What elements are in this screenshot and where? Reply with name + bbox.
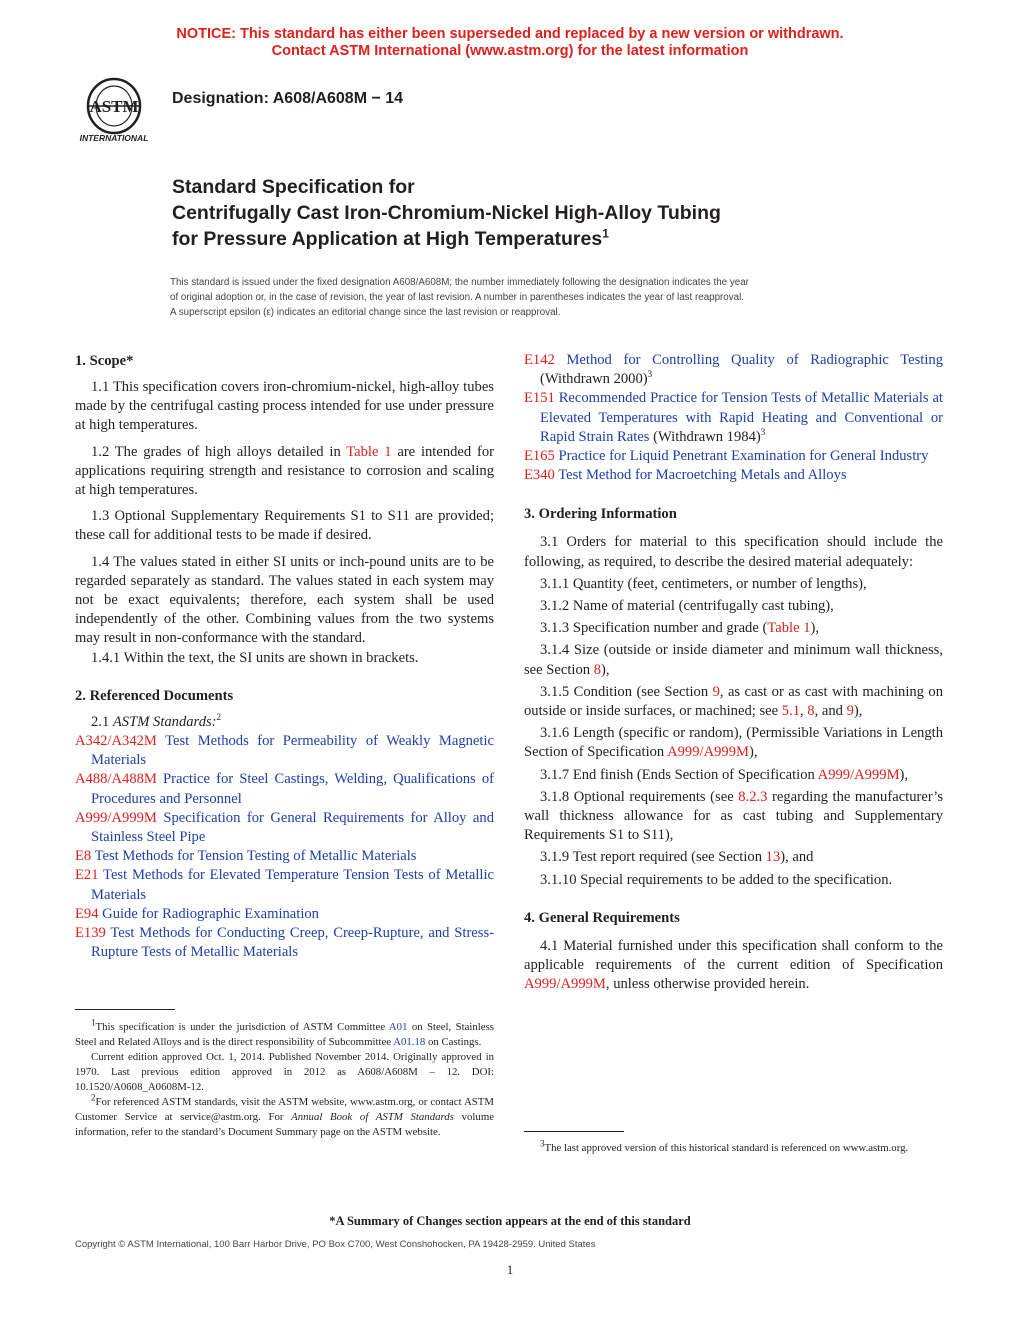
reference-item bbox=[75, 770, 494, 808]
para-3-1-5: 3.1.5 Condition (see Section 9, as cast or as cast with machining on outside or inside surfaces, or machined; see 5.1, 8, and 9), bbox=[524, 683, 943, 720]
title-line-2: Centrifugally Cast Iron-Chromium-Nickel High-Alloy Tubing bbox=[172, 202, 721, 224]
reference-code-link[interactable]: E340 bbox=[524, 467, 555, 484]
reference-title-link[interactable]: Guide for Radiographic Examination bbox=[98, 905, 319, 922]
section-1-heading: 1. Scope* bbox=[75, 353, 134, 369]
reference-footnote-ref: 3 bbox=[647, 369, 653, 380]
reference-status: (Withdrawn 1984) bbox=[649, 428, 761, 445]
reference-code-link[interactable]: E165 bbox=[524, 448, 555, 465]
copyright: Copyright © ASTM International, 100 Barr Harbor Drive, PO Box C700, West Conshohocken, PA 19428-2959. United States bbox=[75, 1239, 596, 1250]
reference-title-link[interactable]: Test Methods for Conducting Creep, Creep-Rupture, and Stress-Rupture Tests of Metallic Materials bbox=[91, 925, 494, 961]
issuance-line-3: A superscript epsilon (ε) indicates an editorial change since the last revision or reapproval. bbox=[170, 307, 561, 318]
reference-title-link[interactable]: Method for Controlling Quality of Radiographic Testing bbox=[554, 352, 943, 368]
reference-item bbox=[524, 351, 943, 389]
reference-item bbox=[75, 732, 494, 770]
reference-title-link[interactable]: Test Method for Macroetching Metals and Alloys bbox=[554, 467, 847, 484]
right-column bbox=[524, 351, 943, 994]
table-1-link[interactable]: Table 1 bbox=[346, 443, 392, 460]
document-title bbox=[172, 174, 932, 252]
section-2-heading: 2. Referenced Documents bbox=[75, 687, 234, 704]
issuance-line-1: This standard is issued under the fixed designation A608/A608M; the number immediately following the designation indicates the year bbox=[170, 277, 749, 288]
reference-status: (Withdrawn 2000) bbox=[540, 371, 648, 388]
footnote-2: $^2$For referenced ASTM standards, visit the ASTM website, www.astm.org, or contact ASTM Customer Service at service@astm.org. For Annual Book of ASTM Standards volume information, refer to the standard’s Document Summary page on the ASTM website. bbox=[75, 1092, 495, 1138]
para-1-4-1: 1.4.1 Within the text, the SI units are shown in brackets. bbox=[91, 649, 419, 666]
reference-title-link[interactable]: Test Methods for Tension Testing of Metallic Materials bbox=[91, 848, 417, 865]
reference-title-link[interactable]: Practice for Steel Castings, Welding, Qualifications of Procedures and Personnel bbox=[91, 771, 494, 807]
section-8-2-3-link[interactable]: 8.2.3 bbox=[738, 788, 768, 805]
reference-code-link[interactable]: E142 bbox=[524, 352, 555, 368]
footnotes-right bbox=[524, 1138, 943, 1156]
notice-line-2: Contact ASTM International (www.astm.org) for the latest information bbox=[271, 43, 749, 59]
reference-item bbox=[524, 447, 943, 466]
logo-text: ASTM bbox=[89, 97, 139, 116]
table-1-link-2[interactable]: Table 1 bbox=[767, 620, 811, 637]
footnote-1: $^1$This specification is under the jurisdiction of ASTM Committee A01 on Steel, Stainless Steel and Related Alloys and is the direct responsibility of Subcommittee A01.18 on Castings. bbox=[75, 1017, 494, 1048]
reference-footnote-ref: 3 bbox=[760, 426, 766, 437]
para-3-1-6: 3.1.6 Length (specific or random), (Permissible Variations in Length Section of Specification A999/A999M), bbox=[524, 725, 943, 761]
para-3-1-4: 3.1.4 Size (outside or inside diameter and minimum wall thickness, see Section 8), bbox=[524, 642, 943, 678]
para-3-1-2: 3.1.2 Name of material (centrifugally cast tubing), bbox=[540, 598, 834, 615]
link-a01[interactable]: A01 bbox=[388, 1021, 408, 1033]
notice-line-1: NOTICE: This standard has either been superseded and replaced by a new version or withdrawn. bbox=[176, 26, 844, 42]
a999-link-3[interactable]: A999/A999M bbox=[524, 976, 606, 993]
reference-item bbox=[75, 924, 494, 962]
reference-title-link[interactable]: Test Methods for Permeability of Weakly Magnetic Materials bbox=[91, 733, 494, 769]
reference-item bbox=[75, 905, 494, 924]
reference-title-link[interactable]: Practice for Liquid Penetrant Examination for General Industry bbox=[554, 448, 929, 465]
para-3-1-10: 3.1.10 Special requirements to be added to the specification. bbox=[540, 871, 893, 888]
title-footnote-ref[interactable]: 1 bbox=[602, 226, 609, 241]
section-4-heading: 4. General Requirements bbox=[524, 909, 680, 926]
astm-logo bbox=[74, 76, 164, 146]
para-3-1-9: 3.1.9 Test report required (see Section 13), and bbox=[540, 849, 814, 866]
reference-code-link[interactable]: E151 bbox=[524, 390, 555, 407]
footnote-1-approval: Current edition approved Oct. 1, 2014. Published November 2014. Originally approved in 1970. Last previous edition approved in 2012 as A608/A608M – 12. DOI: 10.1520/A0608_A0608M-12. bbox=[75, 1051, 494, 1093]
section-9-link-2[interactable]: 9 bbox=[846, 703, 854, 720]
reference-list-right bbox=[524, 351, 943, 485]
section-9-link[interactable]: 9 bbox=[712, 683, 720, 700]
reference-title-link[interactable]: Specification for General Requirements for Alloy and Stainless Steel Pipe bbox=[91, 809, 494, 846]
summary-note: *A Summary of Changes section appears at the end of this standard bbox=[329, 1214, 691, 1228]
para-2-1: 2.1 ASTM Standards:$^2$ bbox=[91, 711, 222, 730]
reference-code-link[interactable]: E8 bbox=[75, 848, 92, 865]
para-3-1-3: 3.1.3 Specification number and grade (Table 1), bbox=[540, 620, 820, 637]
reference-item bbox=[75, 866, 494, 904]
a999-link-1[interactable]: A999/A999M bbox=[667, 744, 749, 761]
para-1-1: 1.1 This specification covers iron-chromium-nickel, high-alloy tubes made by the centrifugal casting process intended for use under pressure at high temperatures. bbox=[75, 379, 494, 434]
left-column bbox=[75, 352, 494, 962]
reference-title-link[interactable]: Test Methods for Elevated Temperature Tension Tests of Metallic Materials bbox=[91, 867, 494, 903]
title-line-1: Standard Specification for bbox=[172, 176, 415, 198]
para-3-1-1: 3.1.1 Quantity (feet, centimeters, or number of lengths), bbox=[540, 575, 867, 592]
para-3-1-7: 3.1.7 End finish (Ends Section of Specification A999/A999M), bbox=[540, 766, 909, 783]
reference-item bbox=[524, 466, 943, 485]
a999-link-2[interactable]: A999/A999M bbox=[817, 766, 900, 783]
reference-item bbox=[75, 809, 494, 847]
reference-item bbox=[75, 847, 494, 866]
section-5-1-link[interactable]: 5.1 bbox=[781, 703, 800, 720]
reference-item bbox=[524, 389, 943, 447]
title-line-3: for Pressure Application at High Temperatures bbox=[172, 228, 603, 250]
footnote-3: $^3$The last approved version of this historical standard is referenced on www.astm.org. bbox=[540, 1138, 909, 1154]
footnotes-left bbox=[75, 1017, 495, 1140]
section-8-link-2[interactable]: 8 bbox=[807, 703, 815, 720]
para-1-4: 1.4 The values stated in either SI units or inch-pound units are to be regarded separately as standard. The values stated in each system may not be exact equivalents; therefore, each system shall be used independently of the other. Combining values from the two systems may result in non-conformance with the standard. bbox=[75, 553, 494, 647]
link-a01-18[interactable]: A01.18 bbox=[393, 1036, 426, 1048]
logo-subtext: INTERNATIONAL bbox=[79, 133, 149, 143]
footnote-rule-right bbox=[524, 1131, 624, 1132]
para-1-3: 1.3 Optional Supplementary Requirements S1 to S11 are provided; these call for additional tests to be made if desired. bbox=[75, 508, 494, 544]
issuance-line-2: of original adoption or, in the case of revision, the year of last revision. A number in parentheses indicates the year of last reapproval. bbox=[170, 292, 744, 303]
reference-code-link[interactable]: A342/A342M bbox=[75, 733, 157, 750]
section-8-link[interactable]: 8 bbox=[593, 661, 602, 678]
designation: Designation: A608/A608M − 14 bbox=[172, 90, 404, 107]
reference-code-link[interactable]: A488/A488M bbox=[75, 771, 157, 788]
para-3-1-8: 3.1.8 Optional requirements (see 8.2.3 regarding the manufacturer’s wall thickness allowance for as cast tubing and Supplementary Requirements S1 to S11), bbox=[524, 788, 943, 844]
section-13-link[interactable]: 13 bbox=[765, 849, 781, 866]
reference-code-link[interactable]: A999/A999M bbox=[75, 809, 157, 826]
para-3-1: 3.1 Orders for material to this specification should include the following, as required, to describe the desired material adequately: bbox=[524, 534, 943, 570]
page-number: 1 bbox=[506, 1262, 514, 1277]
reference-title-link[interactable]: Recommended Practice for Tension Tests of Metallic Materials at Elevated Temperatures with Rapid Heating and Conventional or Rapid Strain Rates bbox=[540, 390, 943, 445]
footnote-rule-left bbox=[75, 1009, 175, 1010]
reference-code-link[interactable]: E139 bbox=[75, 925, 106, 942]
reference-code-link[interactable]: E94 bbox=[75, 905, 99, 922]
reference-code-link[interactable]: E21 bbox=[75, 867, 99, 884]
section-3-heading: 3. Ordering Information bbox=[524, 506, 677, 523]
para-1-2: 1.2 The grades of high alloys detailed in Table 1 are intended for applications requiring strength and resistance to corrosion and scaling at high temperatures. bbox=[75, 443, 494, 499]
para-4-1: 4.1 Material furnished under this specification shall conform to the applicable requirements of the current edition of Specification A999/A999M, unless otherwise provided herein. bbox=[524, 937, 943, 993]
issuance-statement bbox=[170, 275, 870, 320]
reference-list-left bbox=[75, 732, 494, 962]
